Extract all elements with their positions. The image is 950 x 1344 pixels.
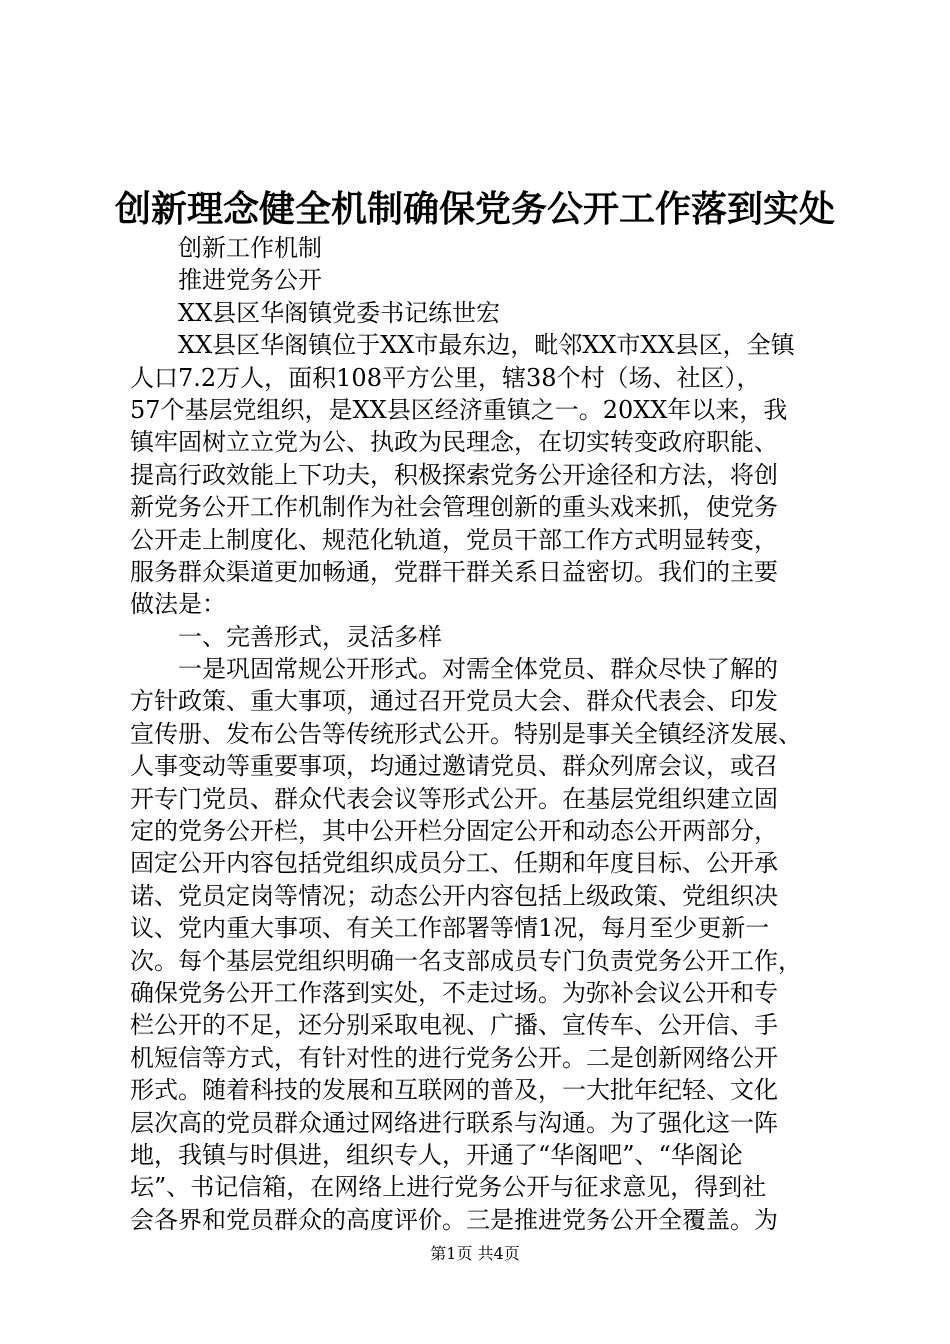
- paragraph-line: 议、党内重大事项、有关工作部署等情1况，每月至少更新一: [130, 914, 770, 943]
- paragraph-line: 57个基层党组织，是XX县区经济重镇之一。20XX年以来，我: [130, 395, 788, 424]
- paragraph-line: 人事变动等重要事项，均通过邀请党员、群众列席会议，或召: [130, 752, 778, 781]
- paragraph-line: 开专门党员、群众代表会议等形式公开。在基层党组织建立固: [130, 784, 778, 813]
- paragraph-line: 机短信等方式，有针对性的进行党务公开。二是创新网络公开: [130, 1043, 778, 1072]
- paragraph-line: 公开走上制度化、规范化轨道，党员干部工作方式明显转变，: [130, 525, 778, 554]
- page-footer: 第1页 共4页: [430, 1244, 520, 1263]
- paragraph-line: 人口7.2万人，面积108平方公里，辖38个村（场、社区），: [130, 363, 761, 392]
- paragraph-line: 做法是：: [130, 590, 226, 619]
- paragraph-line: 定的党务公开栏，其中公开栏分固定公开和动态公开两部分，: [130, 817, 778, 846]
- paragraph-line: 镇牢固树立立党为公、执政为民理念，在切实转变政府职能、: [130, 428, 778, 457]
- paragraph-line: 确保党务公开工作落到实处，不走过场。为弥补会议公开和专: [130, 978, 778, 1007]
- paragraph-line: 形式。随着科技的发展和互联网的普及，一大批年纪轻、文化: [130, 1076, 778, 1105]
- paragraph-line: 栏公开的不足，还分别采取电视、广播、宣传车、公开信、手: [130, 1011, 778, 1040]
- section-heading: 一、完善形式，灵活多样: [178, 622, 442, 651]
- paragraph-line: 会各界和党员群众的高度评价。三是推进党务公开全覆盖。为: [130, 1205, 778, 1234]
- document-body: [130, 232, 830, 1236]
- subtitle-line: 推进党务公开: [178, 266, 322, 295]
- paragraph-line: 地，我镇与时俱进，组织专人，开通了“华阁吧”、“华阁论: [130, 1140, 743, 1169]
- subtitle-line: 创新工作机制: [178, 234, 322, 262]
- paragraph-line: 一是巩固常规公开形式。对需全体党员、群众尽快了解的: [178, 655, 778, 684]
- paragraph-line: 坛”、书记信箱，在网络上进行党务公开与征求意见，得到社: [130, 1173, 767, 1202]
- paragraph-line: 方针政策、重大事项，通过召开党员大会、群众代表会、印发: [130, 687, 778, 716]
- paragraph-line: XX县区华阁镇位于XX市最东边，毗邻XX市XX县区，全镇: [178, 331, 795, 360]
- paragraph-line: 固定公开内容包括党组织成员分工、任期和年度目标、公开承: [130, 849, 778, 878]
- paragraph-line: 层次高的党员群众通过网络进行联系与沟通。为了强化这一阵: [130, 1108, 778, 1137]
- paragraph-line: 次。每个基层党组织明确一名支部成员专门负责党务公开工作，: [130, 946, 802, 975]
- author-line: XX县区华阁镇党委书记练世宏: [178, 298, 501, 327]
- paragraph-line: 新党务公开工作机制作为社会管理创新的重头戏来抓，使党务: [130, 493, 778, 522]
- document-title: 创新理念健全机制确保党务公开工作落到实处: [114, 188, 835, 230]
- paragraph-line: 提高行政效能上下功夫，积极探索党务公开途径和方法，将创: [130, 460, 778, 489]
- paragraph-line: 宣传册、发布公告等传统形式公开。特别是事关全镇经济发展、: [130, 719, 802, 748]
- paragraph-line: 诺、党员定岗等情况；动态公开内容包括上级政策、党组织决: [130, 881, 778, 910]
- paragraph-line: 服务群众渠道更加畅通，党群干群关系日益密切。我们的主要: [130, 557, 778, 586]
